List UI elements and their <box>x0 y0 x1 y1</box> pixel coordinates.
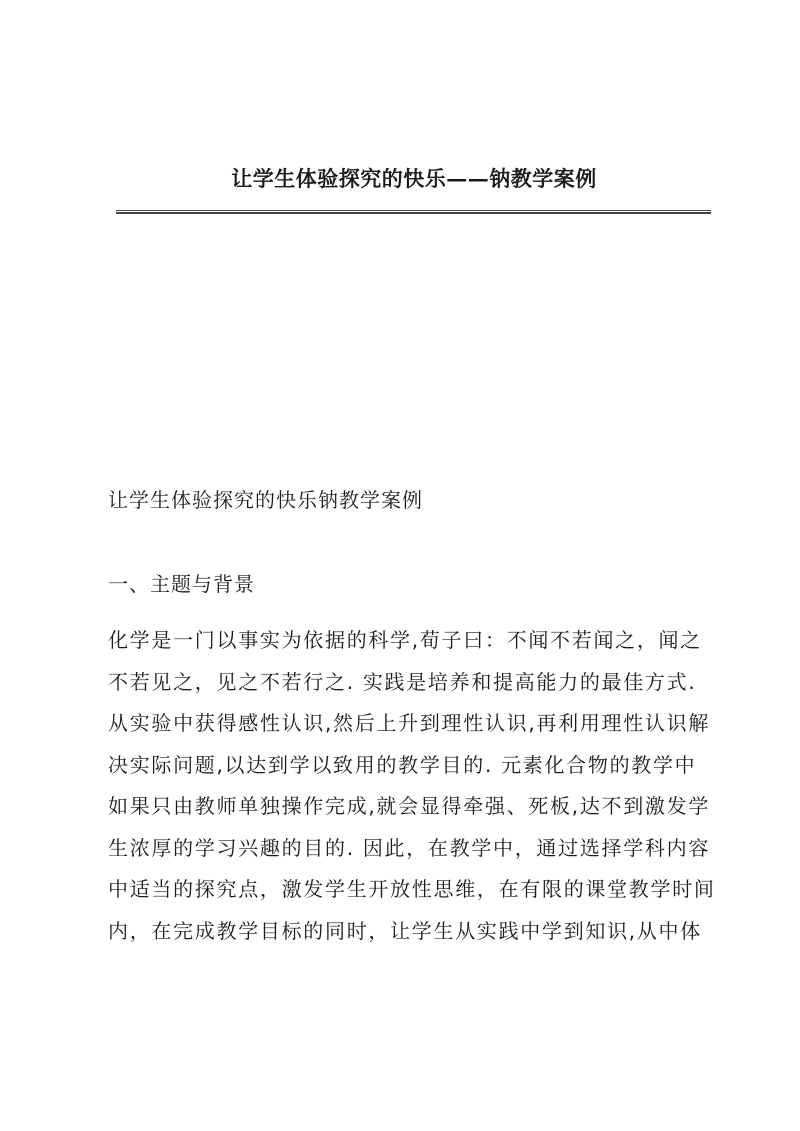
paragraph-line: 中适当的探究点，激发学生开放性思维，在有限的课堂教学时间 <box>108 877 716 901</box>
paragraph-line: 如果只由教师单独操作完成,就会显得牵强、死板,达不到激发学 <box>108 794 711 818</box>
paragraph-line: 决实际问题,以达到学以致用的教学目的. 元素化合物的教学中 <box>108 752 697 777</box>
body-paragraph <box>108 620 718 952</box>
section-heading: 一、主题与背景 <box>108 572 255 596</box>
paragraph-line: 生浓厚的学习兴趣的目的. 因此，在教学中，通过选择学科内容 <box>108 835 711 860</box>
paragraph-line: 内，在完成教学目标的同时，让学生从实践中学到知识,从中体 <box>108 918 702 943</box>
paragraph-line: 化学是一门以事实为依据的科学,荀子曰：不闻不若闻之，闻之 <box>108 628 702 652</box>
page-title: 让学生体验探究的快乐——钠教学案例 <box>231 166 597 191</box>
paragraph-line: 不若见之，见之不若行之. 实践是培养和提高能力的最佳方式. <box>108 669 697 694</box>
title-divider <box>116 210 711 214</box>
document-heading: 让学生体验探究的快乐钠教学案例 <box>108 488 423 512</box>
paragraph-line: 从实验中获得感性认识,然后上升到理性认识,再利用理性认识解 <box>108 711 711 735</box>
